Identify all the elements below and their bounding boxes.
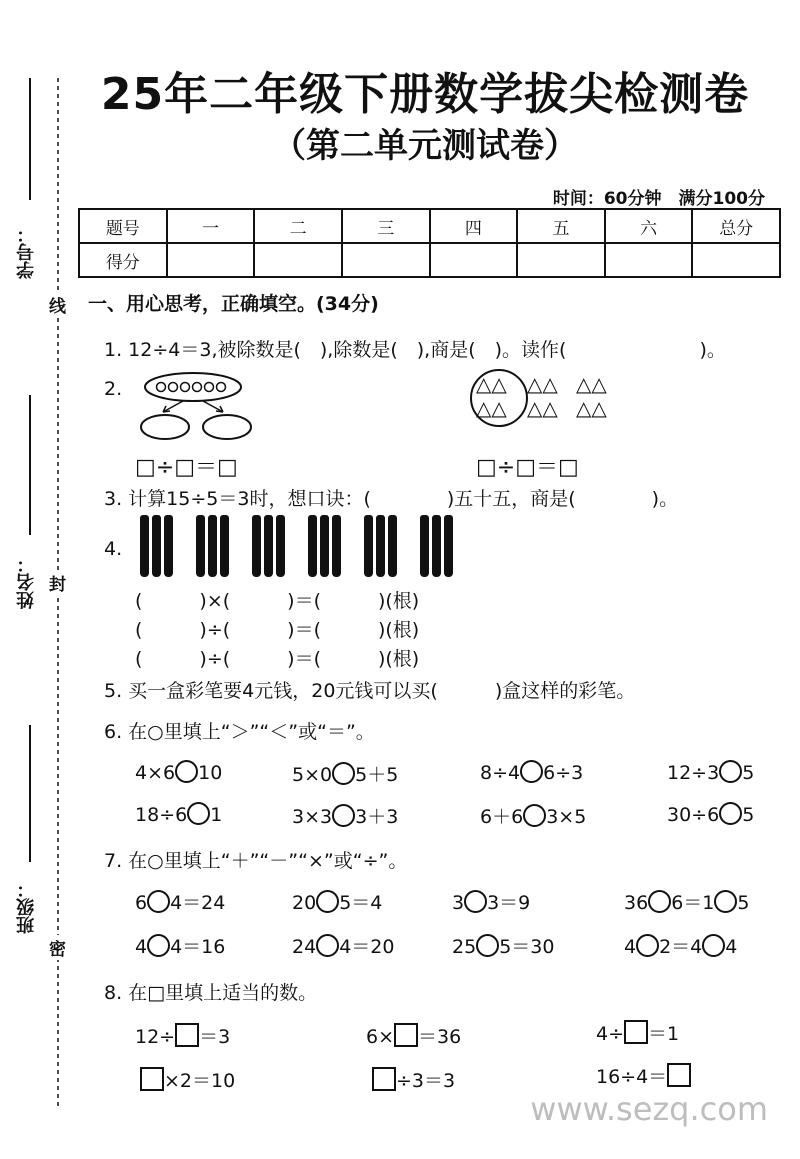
compare-item: 18÷6 1 [135,804,223,826]
answer-circle[interactable] [332,762,355,785]
fill-box-item: 4÷ ＝1 [596,1019,679,1046]
fill-box-item: 6× ＝36 [366,1022,461,1049]
score-cell: 六 [605,209,693,243]
student-id-label: 学号： [16,225,37,279]
answer-circle[interactable] [175,760,198,783]
question-3: 3. 计算15÷5＝3时，想口诀：( )五十五，商是( )。 [104,488,679,510]
time-info: 时间：60分钟 满分100分 [552,189,765,209]
answer-circle[interactable] [636,934,659,957]
binding-margin [0,0,75,1159]
answer-circle[interactable] [316,934,339,957]
triangle-row: △△ [476,396,507,420]
class-label: 班级： [16,880,37,934]
score-table [78,208,781,278]
answer-box[interactable] [372,1067,396,1091]
score-cell: 四 [430,209,518,243]
answer-circle[interactable] [523,804,546,827]
question-1: 1. 12÷4＝3,被除数是( ),除数是( ),商是( )。读作( )。 [104,339,726,361]
triangle-row: △△ [576,396,607,420]
fill-box-item: 12÷ ＝3 [135,1022,230,1049]
score-input-cell[interactable] [254,243,342,277]
score-cell: 题号 [79,209,167,243]
answer-circle[interactable] [719,760,742,783]
triangle-row: △△ [576,372,607,396]
score-table-score-row [79,243,780,277]
stick-bundle [140,515,176,581]
question-7: 7. 在○里填上“＋”“－”“×”或“÷”。 [104,850,408,872]
stick-bundle [308,515,344,581]
score-input-cell[interactable] [430,243,518,277]
answer-circle[interactable] [719,802,742,825]
stick-bundles [140,515,476,581]
page-subtitle: （第二单元测试卷） [272,126,578,166]
q4-equation-1: ( )×( )＝( )(根) [135,590,420,612]
operator-item: 4 2＝4 4 [624,936,738,958]
question-2-number: 2. [104,378,123,400]
name-label: 姓名： [16,555,37,609]
q4-equation-2: ( )÷( )＝( )(根) [135,619,420,641]
stick-bundle [364,515,400,581]
answer-circle[interactable] [332,804,355,827]
answer-circle[interactable] [464,890,487,913]
equation-blank-left[interactable]: □÷□＝□ [135,455,238,480]
score-input-cell[interactable] [167,243,255,277]
answer-circle[interactable] [476,934,499,957]
question-6: 6. 在○里填上“＞”“＜”或“＝”。 [104,721,375,743]
fill-box-item: 16÷4＝ [596,1062,691,1089]
score-input-cell[interactable] [692,243,780,277]
answer-box[interactable] [175,1023,199,1047]
operator-item: 3 3＝9 [452,892,531,914]
section-heading: 一、用心思考，正确填空。(34分) [88,293,379,315]
compare-item: 6＋6 3×5 [480,806,587,828]
score-input-cell[interactable] [342,243,430,277]
score-input-cell[interactable] [605,243,693,277]
compare-item: 8÷4 6÷3 [480,762,584,784]
score-cell: 二 [254,209,342,243]
score-input-cell[interactable] [517,243,605,277]
score-cell: 五 [517,209,605,243]
compare-item: 3×3 3＋3 [292,806,399,828]
seal-secret-char: 密 [49,935,66,960]
answer-box[interactable] [624,1020,648,1044]
compare-item: 4×6 10 [135,762,223,784]
seal-line-char: 线 [49,292,66,317]
watermark: www.sezq.com [530,1090,768,1128]
question-4-number: 4. [104,538,123,560]
equation-blank-right[interactable]: □÷□＝□ [476,455,579,480]
answer-box[interactable] [140,1067,164,1091]
operator-item: 4 4＝16 [135,936,226,958]
compare-item: 5×0 5＋5 [292,764,399,786]
triangle-group-right [576,372,607,420]
seal-seal-char: 封 [49,570,66,595]
triangle-row: △△ [476,372,507,396]
answer-circle[interactable] [187,802,210,825]
circles-grouping-diagram [135,370,265,445]
fill-box-item: ÷3＝3 [372,1066,455,1093]
stick-bundle [420,515,456,581]
question-8: 8. 在□里填上适当的数。 [104,982,318,1004]
operator-item: 24 4＝20 [292,936,395,958]
operator-item: 36 6＝1 5 [624,892,750,914]
answer-circle[interactable] [147,890,170,913]
answer-circle[interactable] [648,890,671,913]
triangle-row: △△ [527,396,558,420]
answer-circle[interactable] [520,760,543,783]
answer-circle[interactable] [316,890,339,913]
stick-bundle [196,515,232,581]
compare-item: 30÷6 5 [667,804,755,826]
q4-equation-3: ( )÷( )＝( )(根) [135,648,420,670]
score-cell: 总分 [692,209,780,243]
answer-circle[interactable] [147,934,170,957]
operator-item: 20 5＝4 [292,892,383,914]
answer-circle[interactable] [714,890,737,913]
operator-item: 6 4＝24 [135,892,226,914]
compare-item: 12÷3 5 [667,762,755,784]
question-5: 5. 买一盒彩笔要4元钱，20元钱可以买( )盒这样的彩笔。 [104,680,636,702]
fill-box-item: ×2＝10 [140,1066,235,1093]
score-cell: 得分 [79,243,167,277]
triangle-group-middle [527,372,558,420]
triangle-row: △△ [527,372,558,396]
score-cell: 三 [342,209,430,243]
page-title: 25年二年级下册数学拔尖检测卷 [100,69,750,120]
operator-item: 25 5＝30 [452,936,555,958]
triangle-group-circled [476,372,507,420]
stick-bundle [252,515,288,581]
answer-box[interactable] [667,1063,691,1087]
answer-circle[interactable] [702,934,725,957]
score-cell: 一 [167,209,255,243]
answer-box[interactable] [394,1023,418,1047]
score-table-header-row [79,209,780,243]
